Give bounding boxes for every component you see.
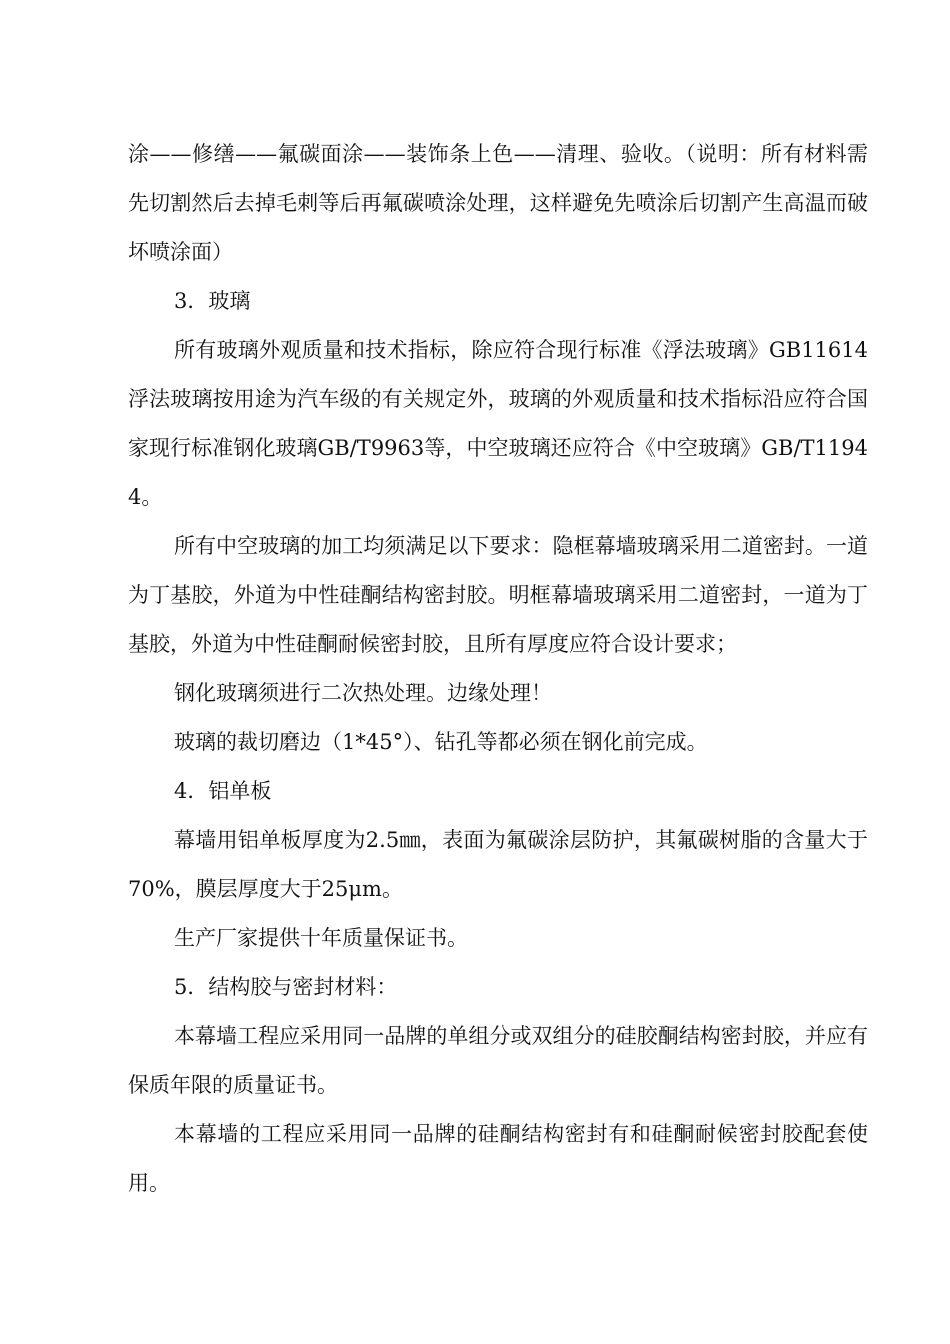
section-heading-sealant: 5．结构胶与密封材料： [174, 975, 398, 999]
paragraph-glass-standards: 所有玻璃外观质量和技术指标，除应符合现行标准《浮法玻璃》GB11614浮法玻璃按用途为汽车级的有关规定外，玻璃的外观质量和技术指标沿应符合国家现行标准钢化玻璃GB/T9963等，中空玻璃还应符合《中空玻璃》GB/T11944。 [128, 338, 868, 509]
section-heading-glass: 3．玻璃 [174, 289, 251, 313]
paragraph-sealant-pairing: 本幕墙的工程应采用同一品牌的硅酮结构密封有和硅酮耐候密封胶配套使用。 [128, 1122, 868, 1195]
paragraph-aluminum-panel-spec: 幕墙用铝单板厚度为2.5㎜，表面为氟碳涂层防护，其氟碳树脂的含量大于70%，膜层厚度大于25μm。 [128, 828, 868, 901]
document-body [128, 130, 868, 1208]
paragraph-insulating-glass: 所有中空玻璃的加工均须满足以下要求：隐框幕墙玻璃采用二道密封。一道为丁基胶，外道为中性硅酮结构密封胶。明框幕墙玻璃采用二道密封，一道为丁基胶，外道为中性硅酮耐候密封胶，且所有厚度应符合设计要求； [128, 534, 868, 656]
paragraph-structural-sealant: 本幕墙工程应采用同一品牌的单组分或双组分的硅胶酮结构密封胶，并应有保质年限的质量证书。 [128, 1024, 868, 1097]
paragraph-glass-cutting: 玻璃的裁切磨边（1*45°）、钻孔等都必须在钢化前完成。 [174, 730, 708, 754]
paragraph-warranty: 生产厂家提供十年质量保证书。 [174, 926, 468, 950]
section-heading-aluminum-panel: 4．铝单板 [174, 779, 272, 803]
paragraph-tempered-glass: 钢化玻璃须进行二次热处理。边缘处理！ [174, 681, 552, 705]
paragraph-process-continued: 涂——修缮——氟碳面涂——装饰条上色——清理、验收。（说明：所有材料需先切割然后去掉毛刺等后再氟碳喷涂处理，这样避免先喷涂后切割产生高温而破坏喷涂面） [128, 142, 868, 264]
